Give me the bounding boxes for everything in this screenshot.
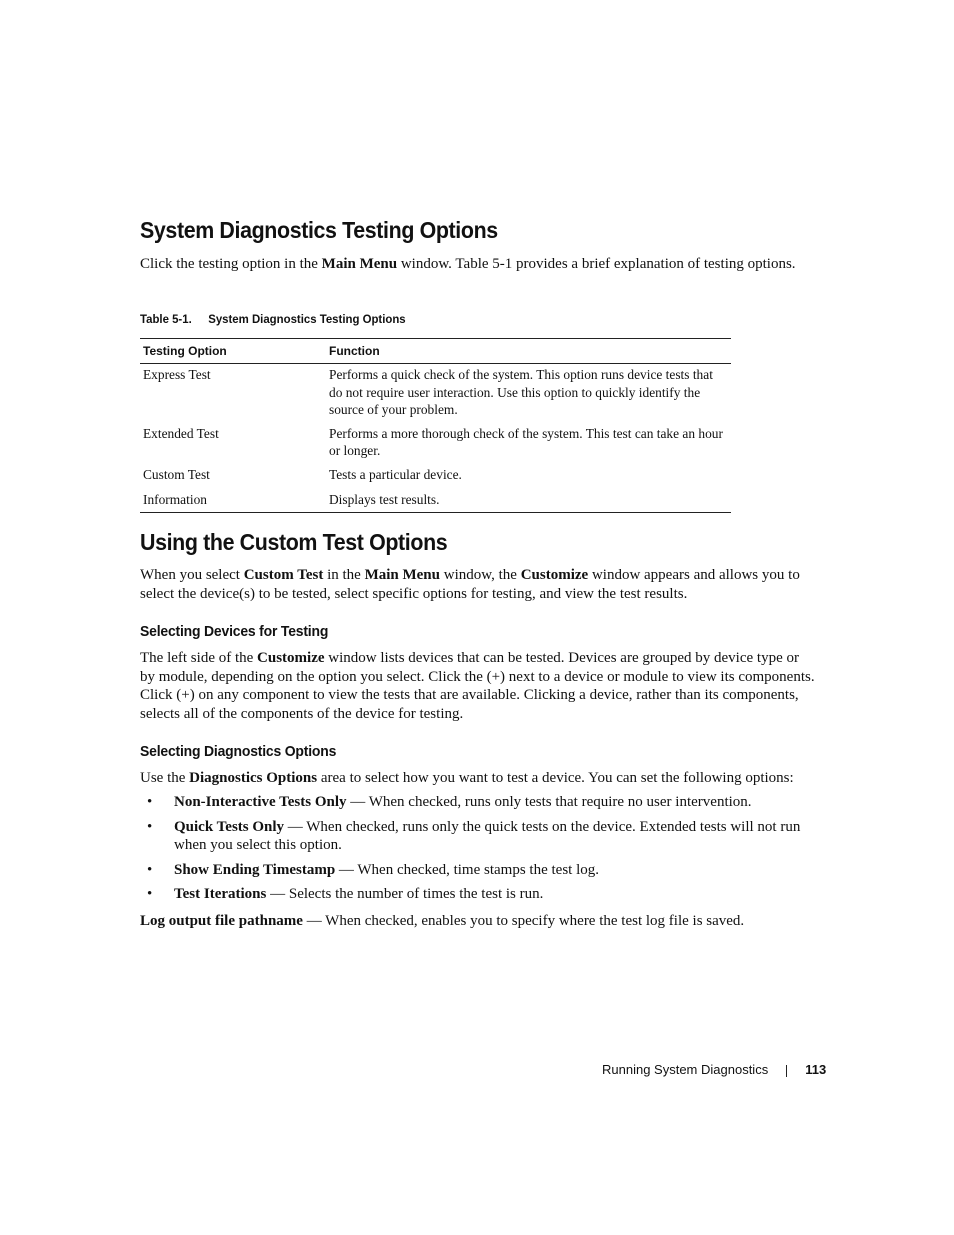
option-description: — When checked, time stamps the test log. — [335, 861, 599, 878]
table-header-rule — [140, 363, 731, 364]
section-intro-testing-options: Click the testing option in the Main Menu window. Table 5-1 provides a brief explanation of testing options. — [140, 256, 796, 272]
log-output-paragraph: Log output file pathname — When checked, enables you to specify where the test log file is saved. — [140, 913, 745, 929]
diagnostics-options-list — [140, 793, 820, 904]
bold-term: Custom Test — [243, 567, 324, 583]
option-description: — Selects the number of times the test is run. — [266, 886, 544, 903]
table-cell-option: Custom Test — [143, 466, 210, 482]
table-cell-function: Performs a quick check of the system. This option runs device tests that do not require user interaction. Use this option to quickly identify the source of your problem. — [329, 367, 713, 418]
page-number: 113 — [805, 1062, 827, 1077]
bullet-icon: • — [147, 886, 153, 903]
table-caption-title: System Diagnostics Testing Options — [208, 312, 406, 326]
table-cell-option: Express Test — [143, 367, 211, 382]
table-header-testing-option: Testing Option — [143, 344, 227, 358]
list-item — [140, 793, 820, 812]
table-bottom-rule — [140, 512, 731, 513]
bullet-icon: • — [147, 794, 153, 810]
list-item — [140, 861, 820, 880]
subsection-body-selecting-devices: The left side of the Customize window lists devices that can be tested. Devices are grouped by device type or by module, depending on the option you select. Click the (+) next to a device or module to view its components. Click (+) on any component to view the tests that are available. Clicking a device, rather than its components, selects all of the components of the device for testing. — [140, 650, 815, 722]
option-name: Show Ending Timestamp — [174, 861, 336, 878]
footer-separator — [786, 1065, 787, 1077]
bullet-icon: • — [147, 818, 153, 835]
subsection-body-diagnostics-options: Use the Diagnostics Options area to select how you want to test a device. You can set the following options: — [140, 770, 794, 786]
table-caption — [140, 312, 406, 326]
table-row — [140, 425, 731, 460]
section-title-testing-options: System Diagnostics Testing Options — [140, 217, 498, 243]
table-cell-function: Displays test results. — [329, 491, 440, 507]
option-description: — When checked, runs only tests that require no user intervention. — [346, 794, 752, 810]
option-name: Quick Tests Only — [174, 818, 285, 835]
subsection-title-selecting-devices: Selecting Devices for Testing — [140, 623, 329, 640]
bold-term: Customize — [520, 567, 589, 583]
footer-chapter-title: Running System Diagnostics — [602, 1062, 769, 1077]
table-row — [140, 491, 731, 509]
subsection-title-diagnostics-options: Selecting Diagnostics Options — [140, 743, 337, 760]
table-header-row — [140, 339, 731, 363]
section-intro-custom-test: When you select Custom Test in the Main Menu window, the Customize window appears and allows you to select the device(s) to be tested, select specific options for testing, and view the test results. — [140, 567, 800, 602]
bold-term: Main Menu — [364, 567, 440, 583]
table-cell-option: Information — [143, 491, 207, 507]
table-row — [140, 366, 731, 419]
bullet-icon: • — [147, 861, 153, 878]
section-title-custom-test: Using the Custom Test Options — [140, 529, 448, 555]
list-item — [140, 818, 820, 855]
bold-term: Log output file pathname — [140, 913, 303, 929]
table-cell-function: Tests a particular device. — [329, 466, 462, 482]
option-description: — When checked, runs only the quick tests on the device. Extended tests will not run when you select this option. — [174, 818, 801, 854]
bold-term: Main Menu — [321, 256, 398, 272]
bold-term: Diagnostics Options — [189, 770, 318, 786]
table-row — [140, 466, 731, 484]
page-footer — [602, 1062, 826, 1077]
table-caption-number: Table 5-1. — [140, 312, 192, 326]
testing-options-table — [140, 338, 731, 513]
list-item — [140, 885, 820, 904]
option-name: Test Iterations — [174, 886, 267, 903]
bold-term: Customize — [257, 650, 325, 666]
option-name: Non-Interactive Tests Only — [174, 794, 347, 810]
table-cell-option: Extended Test — [143, 425, 219, 441]
table-header-function: Function — [329, 344, 380, 358]
table-cell-function: Performs a more thorough check of the system. This test can take an hour or longer. — [329, 425, 723, 459]
